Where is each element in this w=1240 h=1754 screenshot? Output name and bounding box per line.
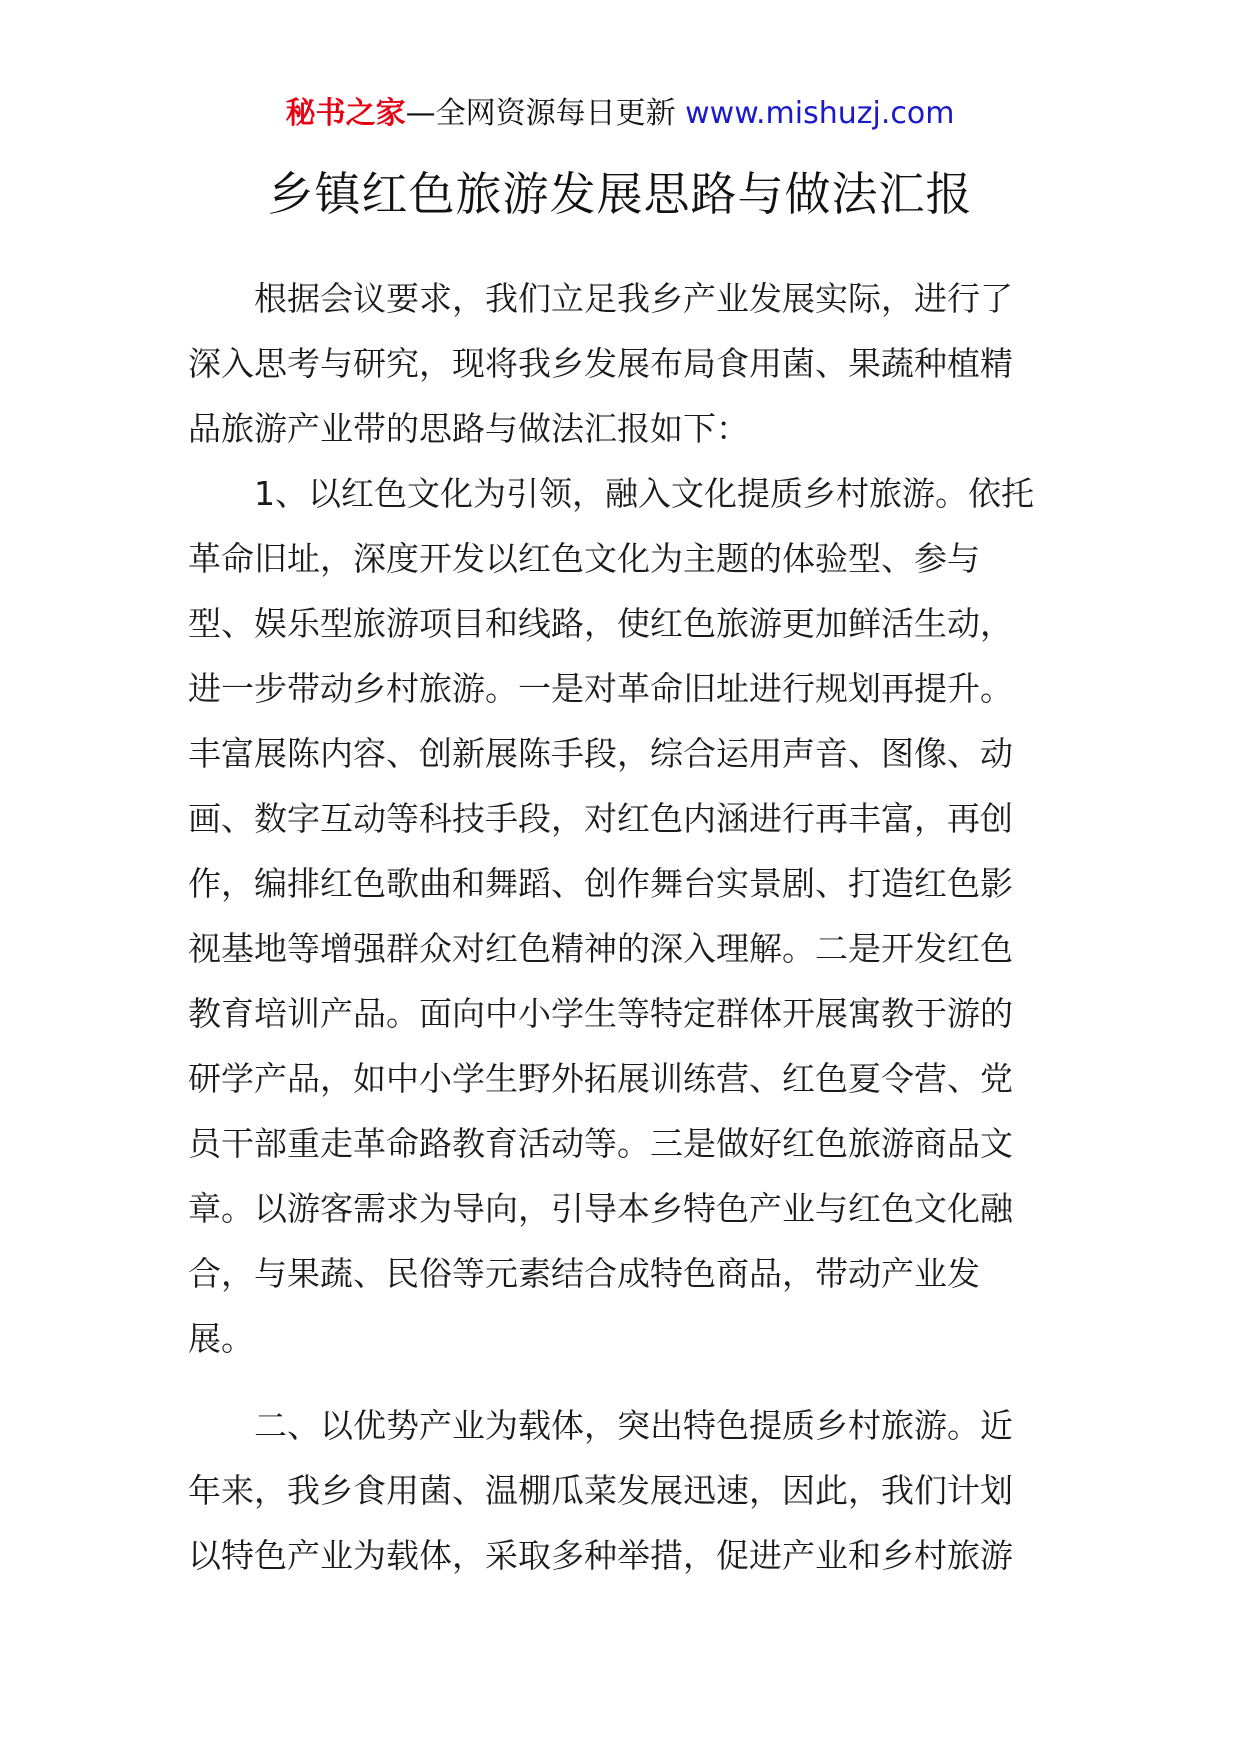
paragraph-line: 视基地等增强群众对红色精神的深入理解。二是开发红色 (188, 929, 1013, 968)
paragraph-line: 画、数字互动等科技手段，对红色内涵进行再丰富，再创 (188, 799, 1013, 838)
paragraph-line: 作，编排红色歌曲和舞蹈、创作舞台实景剧、打造红色影 (188, 864, 1013, 903)
paragraph-line: 1、以红色文化为引领，融入文化提质乡村旅游。依托 (254, 474, 1034, 513)
paragraph-line: 品旅游产业带的思路与做法汇报如下： (188, 409, 749, 448)
paragraph-line: 进一步带动乡村旅游。一是对革命旧址进行规划再提升。 (188, 669, 1013, 708)
paragraph-line: 章。以游客需求为导向，引导本乡特色产业与红色文化融 (188, 1189, 1013, 1228)
paragraph-line: 合，与果蔬、民俗等元素结合成特色商品，带动产业发 (188, 1254, 980, 1293)
brand-name: 秘书之家 (285, 96, 406, 131)
paragraph-line: 型、娱乐型旅游项目和线路，使红色旅游更加鲜活生动， (188, 604, 1013, 643)
document-title: 乡镇红色旅游发展思路与做法汇报 (267, 167, 973, 221)
paragraph-line: 展。 (188, 1319, 254, 1358)
paragraph-line: 革命旧址，深度开发以红色文化为主题的体验型、参与 (188, 539, 980, 578)
paragraph-line: 员干部重走革命路教育活动等。三是做好红色旅游商品文 (188, 1124, 1013, 1163)
paragraph-line: 二、以优势产业为载体，突出特色提质乡村旅游。近 (254, 1406, 1013, 1445)
paragraph-line: 丰富展陈内容、创新展陈手段，综合运用声音、图像、动 (188, 734, 1013, 773)
banner-slogan: —全网资源每日更新 (405, 96, 686, 131)
site-banner (0, 92, 1240, 136)
paragraph-line: 以特色产业为载体，采取多种举措，促进产业和乡村旅游 (188, 1536, 1013, 1575)
document-body (188, 266, 1064, 1588)
paragraph-spacer (188, 1371, 1064, 1393)
paragraph-line: 深入思考与研究，现将我乡发展布局食用菌、果蔬种植精 (188, 344, 1013, 383)
paragraph-line: 年来，我乡食用菌、温棚瓜菜发展迅速，因此，我们计划 (188, 1471, 1013, 1510)
paragraph-line: 教育培训产品。面向中小学生等特定群体开展寓教于游的 (188, 994, 1013, 1033)
site-url-link[interactable]: www.mishuzj.com (685, 96, 955, 131)
paragraph-line: 根据会议要求，我们立足我乡产业发展实际，进行了 (254, 279, 1013, 318)
paragraph-line: 研学产品，如中小学生野外拓展训练营、红色夏令营、党 (188, 1059, 1013, 1098)
